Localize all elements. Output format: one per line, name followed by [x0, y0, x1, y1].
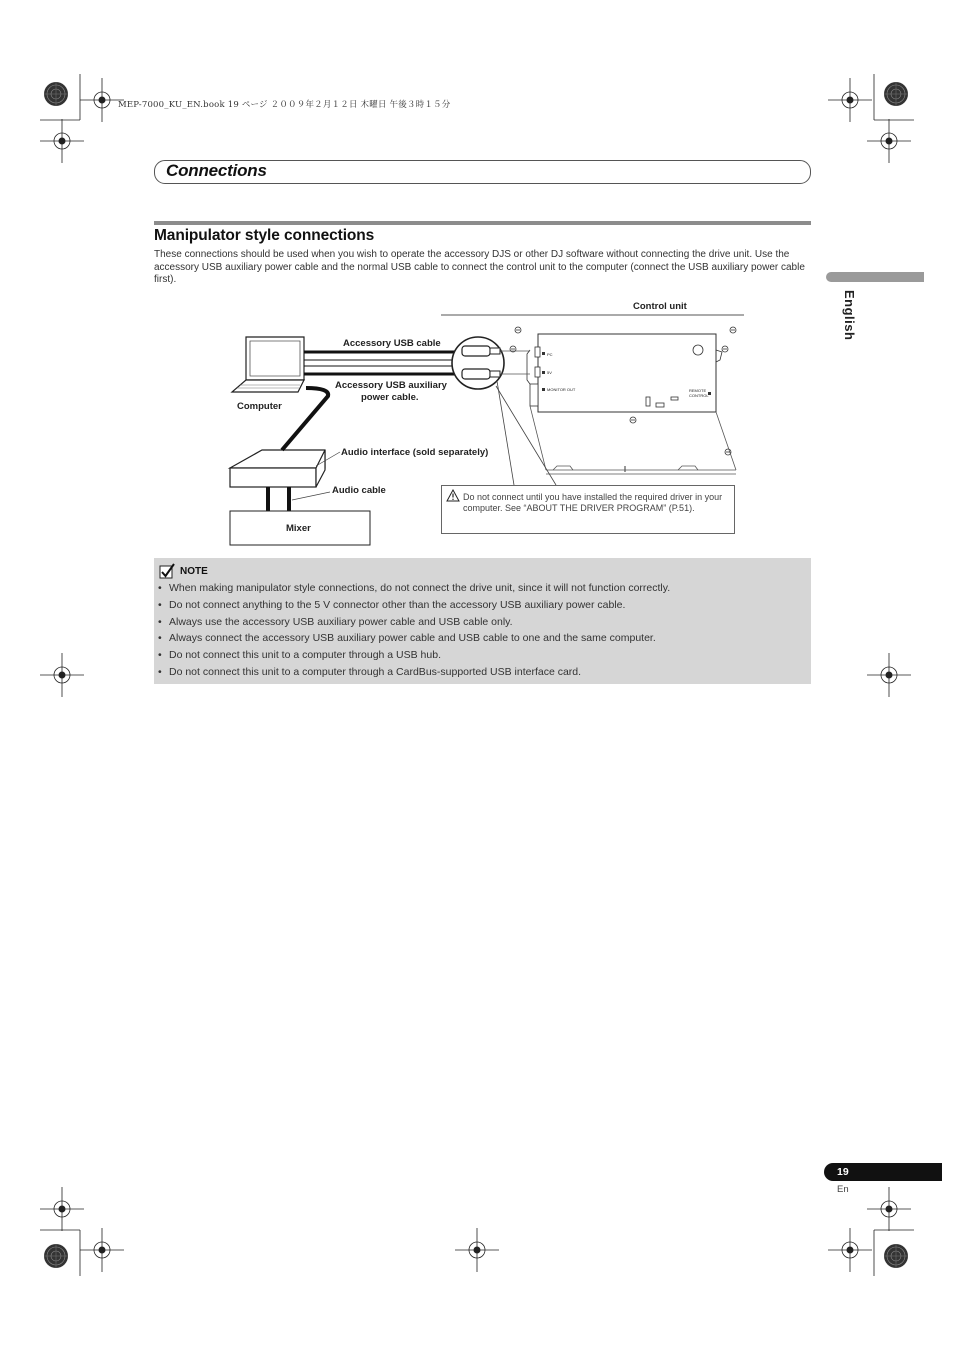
section-title: Manipulator style connections — [154, 227, 375, 244]
note-item: • Do not connect anything to the 5 V connector other than the accessory USB auxiliary power cable. — [158, 597, 808, 614]
page-language: En — [837, 1184, 849, 1195]
audio-interface-icon — [230, 450, 325, 487]
port-remote-label-2: CONTROL — [689, 393, 709, 398]
label-computer: Computer — [237, 401, 282, 412]
label-aux-cable-1: Accessory USB auxiliary — [335, 380, 447, 391]
laptop-icon — [232, 337, 304, 392]
label-control-unit: Control unit — [633, 301, 687, 312]
note-item: • Always use the accessory USB auxiliary power cable and USB cable only. — [158, 614, 808, 631]
warning-text: Do not connect until you have installed the required driver in your computer. See “ABOUT THE DRIVER PROGRAM” (P.51). — [463, 492, 723, 513]
language-label: English — [842, 290, 857, 341]
note-item: • Do not connect this unit to a computer through a USB hub. — [158, 647, 808, 664]
label-mixer: Mixer — [286, 523, 311, 534]
control-unit-panel — [538, 334, 716, 412]
warning-icon — [446, 489, 460, 502]
label-audio-interface: Audio interface (sold separately) — [341, 447, 489, 458]
note-heading: NOTE — [180, 566, 208, 577]
label-audio-cable: Audio cable — [332, 485, 386, 496]
note-item: • Always connect the accessory USB auxiliary power cable and USB cable to one and the same computer. — [158, 630, 808, 647]
chapter-title: Connections — [166, 161, 267, 180]
port-remote-label-1: REMOTE — [689, 388, 707, 393]
note-item: • When making manipulator style connections, do not connect the drive unit, since it will not function correctly. — [158, 580, 808, 597]
note-item: • Do not connect this unit to a computer through a CardBus-supported USB interface card. — [158, 664, 808, 681]
label-aux-cable-2: power cable. — [361, 392, 419, 403]
intro-paragraph: These connections should be used when you wish to operate the accessory DJS or other DJ software without connecting the drive unit. Use the accessory USB auxiliary power cable and the normal USB cable to connect the control unit to the computer (connect the USB auxiliary power cable first). — [154, 249, 805, 285]
port-5v-label: 5V — [547, 370, 552, 375]
port-pc-label: PC — [547, 352, 553, 357]
port-monitor-out-label: MONITOR OUT — [547, 387, 576, 392]
note-list — [158, 580, 808, 681]
label-usb-cable: Accessory USB cable — [343, 338, 441, 349]
print-header: MEP-7000_KU_EN.book 19 ページ ２００９年２月１２日 木曜日 午後３時１５分 — [118, 100, 451, 110]
checkmark-icon — [158, 562, 176, 580]
magnifier-circle — [452, 337, 504, 389]
page-number: 19 — [837, 1166, 849, 1178]
